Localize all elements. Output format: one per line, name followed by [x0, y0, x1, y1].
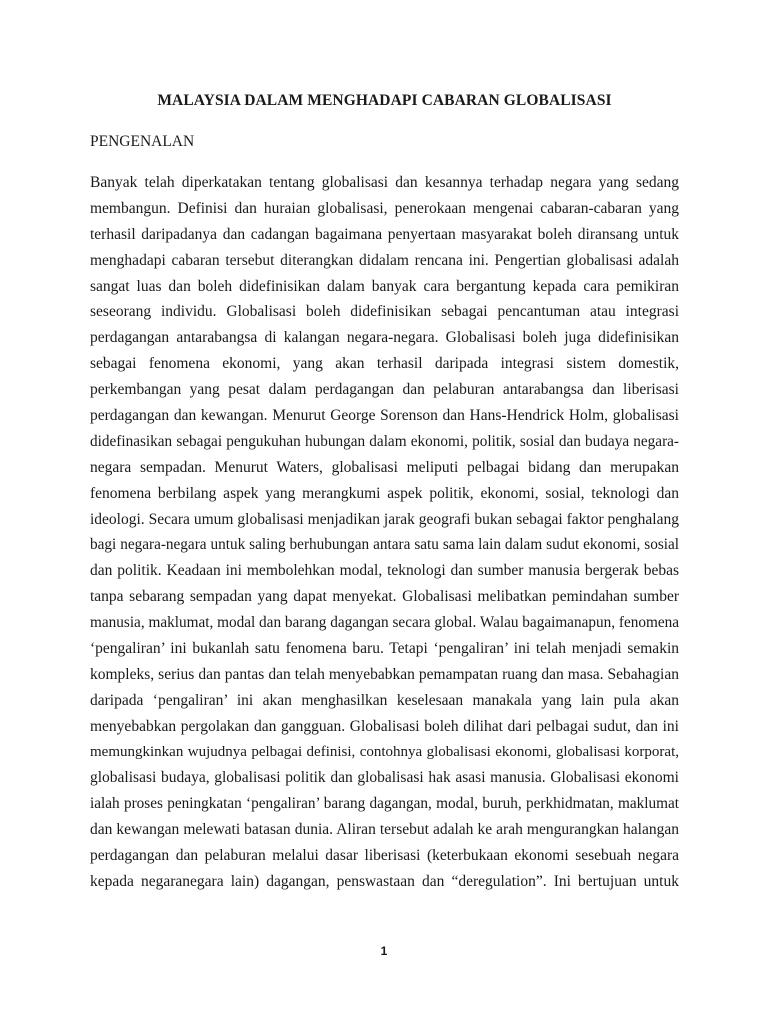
paragraph-line: perdagangan antarabangsa di kalangan negara-negara. Globalisasi boleh juga didefinisikan — [90, 329, 679, 347]
paragraph-line: sangat luas dan boleh didefinisikan dalam banyak cara bergantung kepada cara pemikiran — [90, 277, 679, 295]
section-heading: PENGENALAN — [90, 133, 195, 150]
paragraph-line: bagi negara-negara untuk saling berhubungan antara satu sama lain dalam sudut ekonomi, sosial — [90, 536, 679, 554]
paragraph-line: perdagangan dan kewangan. Menurut George Sorenson dan Hans-Hendrick Holm, globalisasi — [90, 407, 679, 425]
paragraph-line: fenomena berbilang aspek yang merangkumi aspek politik, ekonomi, sosial, teknologi dan — [90, 484, 679, 502]
document-title: MALAYSIA DALAM MENGHADAPI CABARAN GLOBALISASI — [157, 92, 612, 109]
paragraph-line: menyebabkan pergolakan dan gangguan. Globalisasi boleh dilihat dari pelbagai sudut, dan ini — [90, 717, 679, 735]
body-paragraph — [90, 170, 679, 895]
paragraph-line: negara sempadan. Menurut Waters, globalisasi meliputi pelbagai bidang dan merupakan — [90, 458, 679, 476]
paragraph-line: dan politik. Keadaan ini membolehkan modal, teknologi dan sumber manusia bergerak bebas — [90, 562, 679, 580]
page-number: 1 — [380, 944, 388, 958]
paragraph-line: sebagai fenomena ekonomi, yang akan terhasil daripada integrasi sistem domestik, — [90, 355, 679, 373]
paragraph-line: seseorang individu. Globalisasi boleh didefinisikan sebagai pencantuman atau integrasi — [90, 303, 679, 321]
paragraph-line: kompleks, serius dan pantas dan telah menyebabkan pemampatan ruang dan masa. Sebahagian — [90, 665, 679, 683]
paragraph-line: perkembangan yang pesat dalam perdagangan dan pelaburan antarabangsa dan liberisasi — [90, 381, 679, 399]
paragraph-line: memungkinkan wujudnya pelbagai definisi, contohnya globalisasi ekonomi, globalisasi korporat, — [90, 743, 679, 760]
paragraph-line: didefinasikan sebagai pengukuhan hubungan dalam ekonomi, politik, sosial dan budaya negara- — [90, 432, 679, 450]
paragraph-line: ideologi. Secara umum globalisasi menjadikan jarak geografi bukan sebagai faktor penghalang — [90, 510, 679, 528]
paragraph-line: kepada negaranegara lain) dagangan, penswastaan dan “deregulation”. Ini bertujuan untuk — [90, 873, 679, 891]
paragraph-line: dan kewangan melewati batasan dunia. Aliran tersebut adalah ke arah mengurangkan halangan — [90, 821, 679, 839]
paragraph-line: membangun. Definisi dan huraian globalisasi, penerokaan mengenai cabaran-cabaran yang — [90, 199, 679, 217]
paragraph-line: daripada ‘pengaliran’ ini akan menghasilkan keselesaan manakala yang lain pula akan — [90, 691, 679, 709]
paragraph-line: tanpa sebarang sempadan yang dapat menyekat. Globalisasi melibatkan pemindahan sumber — [90, 588, 679, 606]
paragraph-line: ialah proses peningkatan ‘pengaliran’ barang dagangan, modal, buruh, perkhidmatan, maklumat — [90, 795, 679, 813]
paragraph-line: manusia, maklumat, modal dan barang dagangan secara global. Walau bagaimanapun, fenomena — [90, 614, 679, 632]
paragraph-line: menghadapi cabaran tersebut diterangkan didalam rencana ini. Pengertian globalisasi adalah — [90, 251, 679, 269]
paragraph-line: ‘pengaliran’ ini bukanlah satu fenomena baru. Tetapi ‘pengaliran’ ini telah menjadi semakin — [90, 640, 679, 658]
paragraph-line: terhasil daripadanya dan cadangan bagaimana penyertaan masyarakat boleh diransang untuk — [90, 225, 679, 243]
paragraph-line: Banyak telah diperkatakan tentang globalisasi dan kesannya terhadap negara yang sedang — [90, 174, 679, 191]
paragraph-line: perdagangan dan pelaburan melalui dasar liberisasi (keterbukaan ekonomi sesebuah negara — [90, 847, 679, 865]
paragraph-line: globalisasi budaya, globalisasi politik dan globalisasi hak asasi manusia. Globalisasi ekonomi — [90, 769, 679, 787]
